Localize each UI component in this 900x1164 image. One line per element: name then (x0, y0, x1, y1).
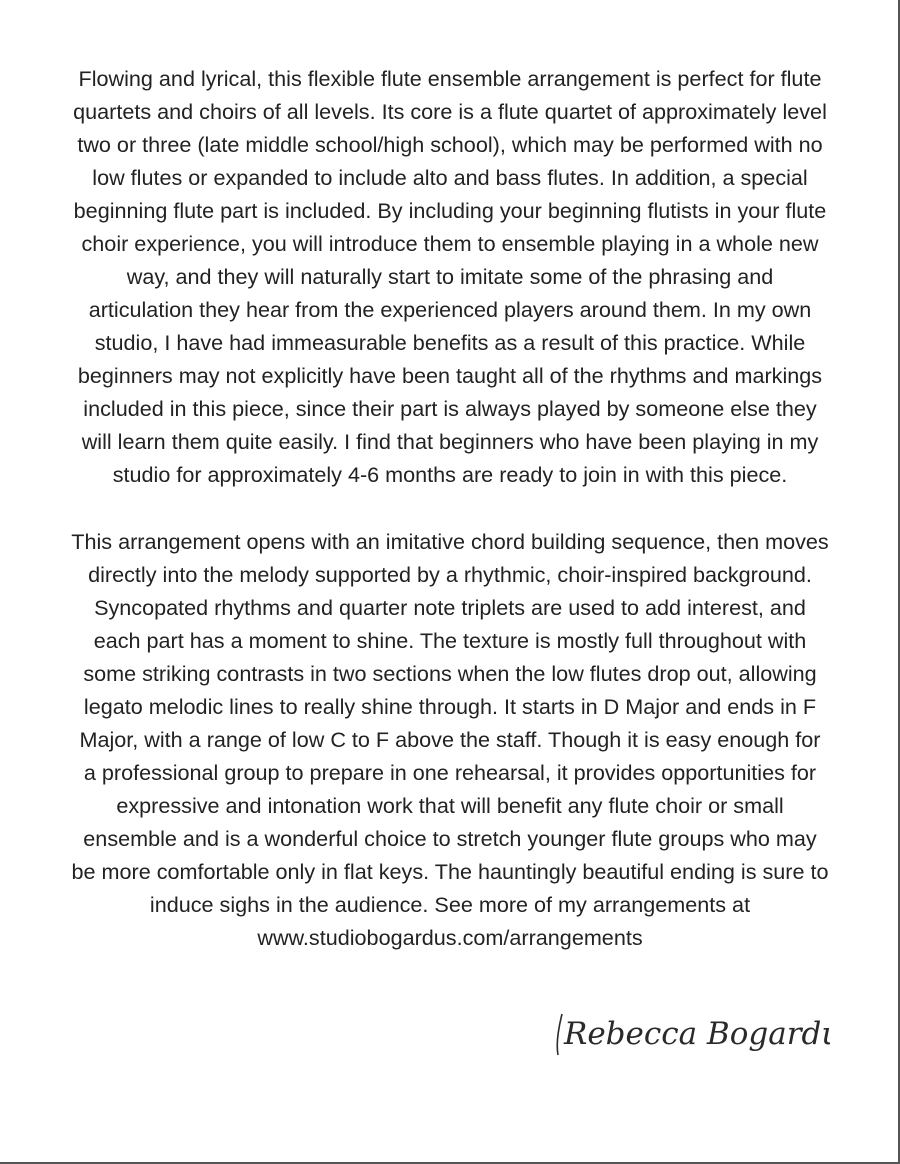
description-paragraph-1: Flowing and lyrical, this flexible flute ensemble arrangement is perfect for flute quartets and choirs of all levels. Its core is a flute quartet of approximately level two or three (late middle school/high school), which may be performed with no low flutes or expanded to include alto and bass flutes. In addition, a special beginning flute part is included. By including your beginning flutists in your flute choir experience, you will introduce them to ensemble playing in a whole new way, and they will naturally start to imitate some of the phrasing and articulation they hear from the experienced players around them. In my own studio, I have had immeasurable benefits as a result of this practice. While beginners may not explicitly have been taught all of the rhythms and markings included in this piece, since their part is always played by someone else they will learn them quite easily. I find that beginners who have been playing in my studio for approximately 4-6 months are ready to join in with this piece. (73, 66, 827, 487)
signature (520, 1000, 830, 1070)
signature-text: Rebecca Bogardus (564, 1016, 830, 1052)
description-paragraph-2: This arrangement opens with an imitative chord building sequence, then moves directly into the melody supported by a rhythmic, choir-inspired background. Syncopated rhythms and quarter note triplets are used to add interest, and each part has a moment to shine. The texture is mostly full throughout with some striking contrasts in two sections when the low flutes drop out, allowing legato melodic lines to really shine through. It starts in D Major and ends in F Major, with a range of low C to F above the staff. Though it is easy enough for a professional group to prepare in one rehearsal, it provides opportunities for expressive and intonation work that will benefit any flute choir or small ensemble and is a wonderful choice to stretch younger flute groups who may be more comfortable only in flat keys. The hauntingly beautiful ending is sure to induce sighs in the audience. See more of my arrangements at www.studiobogardus.com/arrangements (71, 529, 829, 950)
